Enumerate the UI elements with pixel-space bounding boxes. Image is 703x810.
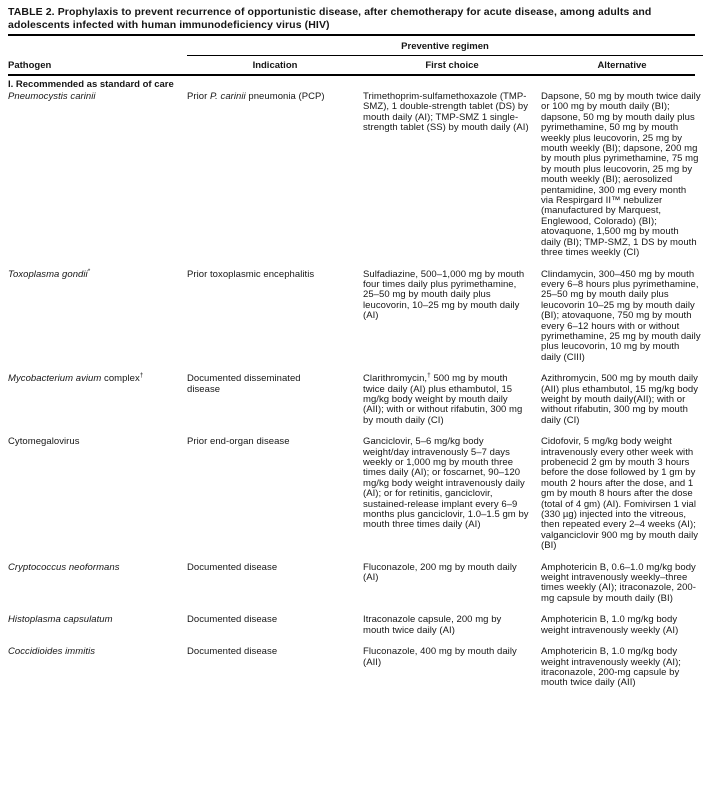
pathogen-cell bbox=[8, 267, 187, 364]
spanner-label: Preventive regimen bbox=[187, 41, 703, 56]
table-row bbox=[8, 372, 699, 426]
section-heading: I. Recommended as standard of care bbox=[8, 79, 174, 90]
first-choice-cell bbox=[363, 92, 541, 259]
first-choice-text: Ganciclovir, 5–6 mg/kg body weight/day intravenously 5–7 days weekly or 1,000 mg by mouth three times daily (AI); or foscarnet, 90–120 mg/kg body weight intravenously daily (AI); or for retinitis, ganciclovir, sustained-release implant every 6–9 months plus ganciclovir, 1.0–1.5 gm by mouth three times daily (AI) bbox=[363, 436, 529, 531]
column-header-indication: Indication bbox=[252, 60, 298, 71]
pathogen-cell bbox=[8, 647, 187, 689]
table-title: TABLE 2. Prophylaxis to prevent recurrence of opportunistic disease, after chemotherapy for acute disease, among adults and adolescents infected with human immunodeficiency virus (HIV) bbox=[8, 6, 695, 36]
indication-cell bbox=[187, 92, 363, 259]
first-choice-cell bbox=[363, 563, 541, 605]
indication-text: Documented disease bbox=[187, 646, 278, 658]
alternative-cell: Cidofovir, 5 mg/kg body weight intravenously every other week with probenecid 2 gm by mouth 3 hours before the dose followed by 1 gm by mouth 2 hours after the dose, and 1 gm by mouth 8 hours after the dose (total of 4 gm) (AI). Fomivirsen 1 vial (330 µg) injected into the vitreous, then repeated every 2–4 weeks (AI); valganciclovir 900 mg by mouth daily (BI) bbox=[541, 436, 699, 552]
table-row bbox=[8, 615, 695, 636]
pathogen-cell bbox=[8, 563, 187, 605]
first-choice-text-post: 500 mg by mouth twice daily (AI) plus ethambutol, 15 mg/kg body weight by mouth daily (AII); with or without rifabutin, 300 mg by mouth daily (CI) bbox=[363, 373, 523, 426]
column-header-pathogen: Pathogen bbox=[8, 60, 52, 71]
pathogen-name: Cryptococcus neoformans bbox=[8, 561, 120, 573]
table-row bbox=[8, 91, 701, 259]
pathogen-cell bbox=[8, 374, 187, 426]
first-choice-text: Itraconazole capsule, 200 mg by mouth twice daily (AI) bbox=[363, 614, 502, 636]
first-choice-cell bbox=[363, 437, 541, 551]
footnote-marker: † bbox=[139, 372, 144, 379]
indication-italic: P. carinii bbox=[210, 91, 246, 102]
table-row bbox=[8, 267, 701, 364]
table-row bbox=[8, 647, 695, 689]
alternative-cell: Amphotericin B, 1.0 mg/kg body weight intravenously weekly (AI); itraconazole, 200-mg capsule by mouth twice daily (AII) bbox=[541, 646, 681, 689]
first-choice-text: Trimethoprim-sulfamethoxazole (TMP-SMZ), 1 double-strength tablet (DS) by mouth daily (AI); TMP-SMZ 1 single-strength tablet (SS) by mouth daily (AI) bbox=[363, 91, 529, 134]
indication-cell bbox=[187, 615, 363, 636]
indication-text: Prior end-organ disease bbox=[187, 436, 290, 448]
indication-cell bbox=[187, 437, 363, 551]
indication-text: Documented disease bbox=[187, 614, 278, 626]
column-header-first-choice: First choice bbox=[425, 60, 479, 71]
indication-cell bbox=[187, 374, 363, 426]
first-choice-text: Fluconazole, 200 mg by mouth daily (AI) bbox=[363, 561, 517, 584]
indication-text: Documented disseminated disease bbox=[187, 373, 301, 395]
pathogen-cell bbox=[8, 92, 187, 259]
pathogen-name: Coccidioides immitis bbox=[8, 646, 96, 658]
pathogen-name-roman: Cytomegalovirus bbox=[8, 436, 80, 448]
first-choice-text: Clarithromycin, bbox=[363, 373, 428, 385]
indication-text: Prior bbox=[187, 91, 210, 102]
first-choice-text: Sulfadiazine, 500–1,000 mg by mouth four times daily plus pyrimethamine, 25–50 mg by mouth daily plus leucovorin, 10–25 mg by mouth daily (AI) bbox=[363, 268, 525, 322]
first-choice-cell bbox=[363, 374, 541, 426]
alternative-cell: Amphotericin B, 1.0 mg/kg body weight intravenously weekly (AI) bbox=[541, 614, 679, 636]
alternative-cell: Amphotericin B, 0.6–1.0 mg/kg body weight intravenously weekly–three times weekly (AI); itraconazole, 200-mg capsule by mouth daily (BI) bbox=[541, 561, 696, 604]
spanner-spacer bbox=[8, 41, 187, 56]
pathogen-name: Toxoplasma gondii bbox=[8, 268, 88, 280]
alternative-cell: Dapsone, 50 mg by mouth twice daily or 100 mg by mouth daily (BI); dapsone, 50 mg by mouth daily plus pyrimethamine, 50 mg by mouth weekly plus leucovorin, 25 mg by mouth weekly (BI); dapsone, 200 mg by mouth plus pyrimethamine, 75 mg by mouth plus leucovorin, 25 mg by mouth weekly (BI); aerosolized pentamidine, 300 mg every month via Respirgard II™ nebulizer (manufactured by Marquest, Englewood, Colorado) (BI); atovaquone, 1,500 mg by mouth daily (BI); TMP-SMZ, 1 DS by mouth three times weekly (CI) bbox=[541, 91, 701, 259]
pathogen-name: Mycobacterium avium bbox=[8, 373, 102, 385]
table-row bbox=[8, 563, 695, 605]
indication-cell bbox=[187, 270, 363, 364]
indication-text-post: pneumonia (PCP) bbox=[245, 91, 325, 102]
pathogen-name: Histoplasma capsulatum bbox=[8, 614, 113, 626]
pathogen-cell bbox=[8, 437, 187, 551]
table-spanner-row bbox=[8, 41, 695, 56]
indication-cell bbox=[187, 647, 363, 689]
table-row bbox=[8, 436, 699, 552]
indication-text: Prior toxoplasmic encephalitis bbox=[187, 268, 315, 280]
alternative-cell: Clindamycin, 300–450 mg by mouth every 6–8 hours plus pyrimethamine, 25–50 mg by mouth daily plus leucovorin 10–25 mg by mouth daily (BI); atovaquone, 750 mg by mouth every 6–12 hours with or without pyrimethamine, 25 mg by mouth daily plus leucovorin, 10 mg by mouth daily (CIII) bbox=[541, 268, 701, 363]
first-choice-text: Fluconazole, 400 mg by mouth daily (AII) bbox=[363, 646, 517, 668]
first-choice-cell bbox=[363, 647, 541, 689]
pathogen-name-roman: complex bbox=[101, 373, 140, 385]
alternative-cell: Azithromycin, 500 mg by mouth daily (AII) plus ethambutol, 15 mg/kg body weight by mouth daily(AII); with or without rifabutin, 300 mg by mouth daily (CI) bbox=[541, 373, 699, 426]
pathogen-name: Pneumocystis carinii bbox=[8, 91, 96, 102]
indication-text: Documented disease bbox=[187, 561, 278, 573]
table-header-row bbox=[8, 56, 695, 76]
first-choice-cell bbox=[363, 615, 541, 636]
footnote-marker: * bbox=[87, 267, 91, 275]
column-header-alternative: Alternative bbox=[597, 60, 647, 71]
pathogen-cell bbox=[8, 615, 187, 636]
footnote-marker: † bbox=[427, 372, 431, 379]
first-choice-cell bbox=[363, 270, 541, 364]
indication-cell bbox=[187, 563, 363, 605]
